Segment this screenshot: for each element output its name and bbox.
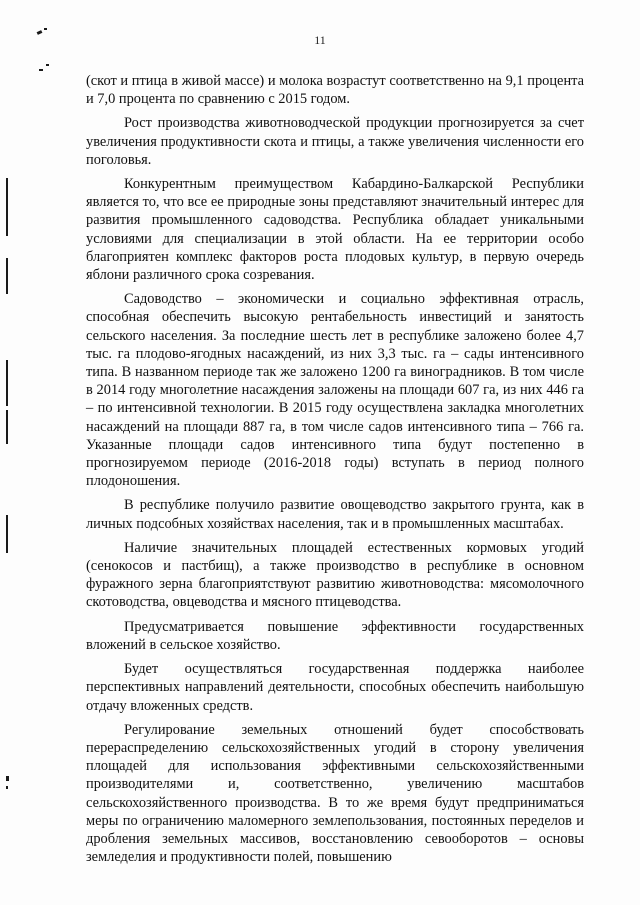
paragraph-land-regulation: Регулирование земельных отношений будет способствовать перераспределению сельскохозяйственных угодий в сторону увеличения площадей для использования эффективными сельскохозяйственными производителями и, соответственно, увеличению масштабов сельскохозяйственного производства. В то же время будут предприниматься меры по ограничению маломерного землепользования, постоянных переделов и дробления земельных массивов, восстановлению севооборотов – основы земледелия и продуктивности полей, повышению [86, 721, 584, 866]
margin-line-mark [6, 258, 8, 294]
paragraph-competitive-advantage: Конкурентным преимуществом Кабардино-Балкарской Республики является то, что все ее природные зоны представляют значительный интерес для развития промышленного садоводства. Республика обладает уникальными условиями для специализации в этой области. На ее территории особо благоприятен комплекс факторов роста плодовых культур, в первую очередь яблони различного срока созревания. [86, 176, 584, 284]
margin-line-mark [6, 515, 8, 553]
paragraph-greenhouse-vegetables: В республике получило развитие овощеводство закрытого грунта, как в личных подсобных хозяйствах населения, так и в промышленных масштабах. [86, 497, 584, 532]
body-text [86, 72, 584, 872]
scan-speck-mark [39, 69, 43, 71]
paragraph-forage-lands: Наличие значительных площадей естественных кормовых угодий (сенокосов и пастбищ), а также производство в республике в основном фуражного зерна благоприятствуют развитию животноводства: мясомолочного скотоводства, овцеводства и мясного птицеводства. [86, 539, 584, 611]
paragraph-livestock-growth: Рост производства животноводческой продукции прогнозируется за счет увеличения продуктивности скота и птицы, а также увеличения численности его поголовья. [86, 115, 584, 168]
margin-line-mark [6, 360, 8, 406]
page-number: 11 [314, 33, 326, 47]
margin-speck-mark [6, 776, 9, 781]
scan-speck-mark [46, 64, 49, 66]
paragraph-state-support: Будет осуществляться государственная поддержка наиболее перспективных направлений деятельности, способных обеспечить наибольшую отдачу вложенных средств. [86, 661, 584, 714]
margin-line-mark [6, 178, 8, 236]
scan-speck-mark [44, 28, 47, 30]
margin-speck-mark [6, 786, 8, 789]
paragraph-state-investment: Предусматривается повышение эффективности государственных вложений в сельское хозяйство. [86, 618, 584, 653]
paragraph-horticulture: Садоводство – экономически и социально эффективная отрасль, способная обеспечить высокую рентабельность инвестиций и занятость сельского населения. За последние шесть лет в республике заложено более 4,7 тыс. га плодово-ягодных насаждений, из них 3,3 тыс. га – сады интенсивного типа. В названном периоде так же заложено 1200 га виноградников. В том числе в 2014 году многолетние насаждения заложены на площади 607 га, из них 446 га – по интенсивной технологии. В 2015 году осуществлена закладка многолетних насаждений на площади 887 га, в том числе садов интенсивного типа – 766 га. Указанные площади садов интенсивного типа будут постепенно в прогнозируемом периоде (2016-2018 годы) вступать в период полного плодоношения. [86, 291, 584, 490]
paragraph-continuation: (скот и птица в живой массе) и молока возрастут соответственно на 9,1 процента и 7,0 процента по сравнению с 2015 годом. [86, 73, 584, 108]
margin-line-mark [6, 410, 8, 444]
